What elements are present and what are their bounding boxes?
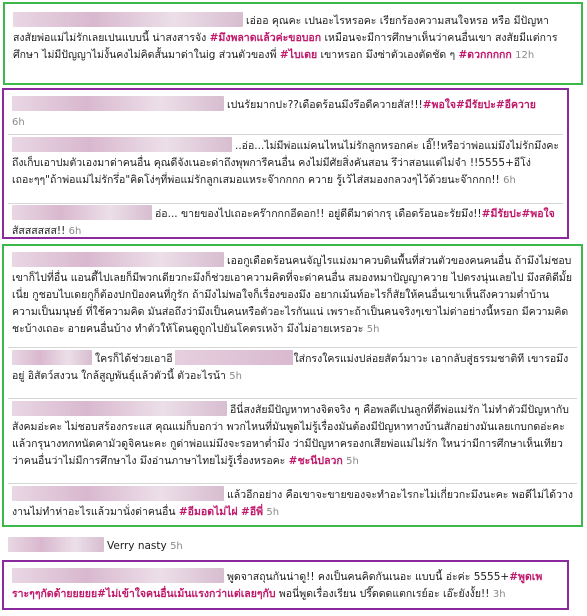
hashtag[interactable]: #มีรัยปะ <box>456 99 496 111</box>
blurred-username[interactable] <box>12 252 224 267</box>
comment-time[interactable]: 12h <box>515 50 535 61</box>
comment: พูดจาสถุนกันน่าดู!! คงเป็นคนคิดกันเนอะ แบบนี้ อ่ะค่ะ 5555+#พูดเพราะๆๆกัดด้ายยยยย#ไม่เข้าใจคนอื่นเม้นแรงกว่าแต่เลยๆกับ พอนี่พูดเรื่องเรียน ปรี๊ดดดแตกเรย์อะ เอ๊ะยังงั้ย!! 3h <box>12 568 559 603</box>
divider <box>8 483 577 484</box>
hashtag[interactable]: #ชะนีปลวก <box>288 455 343 467</box>
blurred-username[interactable] <box>12 96 224 111</box>
highlight-box-4 <box>2 560 569 610</box>
comment: แล้วอีกอย่าง คือเขาจะขายของจะทำอะไรกะไม่เกี่ยวกะมึงนะคะ พอดีไม่ได้วางงานไม่ทำห่าอะไรแล้วมานั่งด่าคนอื่น #อีมอดไม่ไผ่ #อีพี่ 5h <box>12 486 573 521</box>
divider <box>8 134 563 135</box>
hashtag[interactable]: #พอใจ <box>521 208 555 220</box>
comment: เปนรัยมากปะ??เดือดร้อนมึงรึอดีควายสัส!!!#พอใจ#มีรัยปะ#อีควาย 6h <box>12 96 559 131</box>
blurred-username[interactable] <box>12 568 224 583</box>
blurred-mention[interactable] <box>175 350 293 365</box>
comment-time[interactable]: 5h <box>266 507 280 518</box>
blurred-username[interactable] <box>12 205 152 220</box>
hashtag[interactable]: #มีรัยปะ <box>481 208 522 220</box>
comment-time[interactable]: 6h <box>503 175 516 186</box>
comment-time[interactable]: 5h <box>229 371 242 382</box>
comment-time[interactable]: 5h <box>170 541 183 552</box>
highlight-box-2 <box>2 88 569 239</box>
hashtag[interactable]: #พอใจ <box>422 99 457 111</box>
divider <box>8 347 577 348</box>
hashtag[interactable]: #อีพี่ <box>241 506 264 518</box>
hashtag[interactable]: #ไบเดย <box>279 49 318 61</box>
comment: Verry nasty 5h <box>8 537 183 555</box>
comment: อ่อ... ขายของไปเถอะคร๊ากกกอีดอก!! อยู่ดีดีมาด่ากรุ เดือดร้อนอะรัยมึง!!#มีรัยปะ#พอใจ สัสสสสสส!! 6h <box>12 205 559 240</box>
blurred-username[interactable] <box>12 137 232 152</box>
hashtag[interactable]: #ไม่เข้าใจคนอื่นเม้นแรงกว่าแต่เลยๆกับ <box>97 588 276 600</box>
blurred-username[interactable] <box>12 350 92 365</box>
comment-time[interactable]: 5h <box>366 324 380 335</box>
comment-time[interactable]: 3h <box>492 589 506 600</box>
comment-time[interactable]: 6h <box>68 226 82 237</box>
comment: ..อ่อ...ไม่มีพ่อแม่คนไหนไม่รักลูกหรอกค่ะ เอิ๊!!หรือว่าพ่อแม่มึงไม่รักมึงคะถึงเก็บเอาปมตัวเองมาด่าคนอื่น คุณดีจังเนอะด่าถึงพุพการีคนอื่น คงไม่มีศัยสิ่งคันสอน รึว่าสอนแต่ไม่จำ !!5555+อีโง่ เถอะๆๆ"ถ้าพ่อแม่ไม่รักรึ่อ"คิดโง่ๆที่พ่อแม่รักลูกเสมอแหระจ๊ากกกก ควาย รู้เว้ไส่สมองกลวงๆไว้ด้วยนะจ๊ากกก!! 6h <box>12 137 559 189</box>
hashtag[interactable]: #มึงพลาดแล้วค่ะขอบอก <box>209 32 322 44</box>
highlight-box-3 <box>2 244 583 527</box>
blurred-username[interactable] <box>13 12 243 27</box>
divider <box>8 398 577 399</box>
highlight-box-1 <box>3 2 583 85</box>
comment: ใครก็ได้ช่วยเอาอี ใส่กรงใครแม่งปล่อยสัตว์มาวะ เอากลับสู่ธรรมชาติที เขารอมึงอยู่ อิสัตว์สงวน ใกล้สูญพันธุ์แล้วตัวนี้ ตัวอะไรน้า 5h <box>12 350 573 385</box>
blurred-username[interactable] <box>12 486 224 501</box>
blurred-username[interactable] <box>12 401 227 416</box>
comment: อีนี่สงสัยมีปัญหาทางจิตจริง ๆ คือพลดีเปนลูกที่ดีพ่อแม่รัก ไม่ทำตัวมีปัญหากับสังคมอ่ะคะ ไม่ชอบสร้องกระแส คุณแม่ก็บอกว่า พวกไหนที่มันพูดไม่รู้เรื่องมันต้องมีปัญหาทางบ้านสักอย่างมันเลยเกบกดอ่ะคะ แล้วกรุนางทกทนัดคามัวดูจิคนะคะ กูด่าพ่อแม่มึงจะรอหาต่ำมึง ว่ามีปัญหาครองกเสียพ่อแม่ไม่รัก ใหนว่ามีการศึกษาเห็นเทียวว่าคนอื่นว่าไม่มีการศึกษาไง มึงอ่านภาษาไทยไม่รู้เรื่องหรอคะ #ชะนีปลวก 5h <box>12 401 573 470</box>
comment-time[interactable]: 5h <box>346 456 359 467</box>
hashtag[interactable]: #ดวกกกกก <box>458 49 512 61</box>
hashtag[interactable]: #อีมอดไม่ไผ่ <box>178 506 238 518</box>
comment: เอ่ออ คุณคะ เปนอะไรหรอคะ เรียกร้องความสนใจหรอ หรือ มีปัญหาสงสัยพ่อแม่ไม่รักเลยเปนแบบนี้ น่าสงสารจัง #มึงพลาดแล้วค่ะขอบอก เหมือนจะมีการศึกษาเห็นว่าคนอื่นเขา สงสัยมีแต่การศึกษา ไม่มีปัญญาไม่งั้นคงไม่คิดสั้นมาด่าในig ส่วนตัวของพี่ #ไบเดย เขาหรอก มึงซ่าตัวเองตัดชัด ๆ #ดวกกกกก 12h <box>13 12 573 64</box>
divider <box>8 203 563 204</box>
hashtag[interactable]: #พูดเพราะๆๆกัดด้ายยยยย <box>12 571 543 600</box>
comment: เออกูเดือดร้อนคนจัญไรแม่งมาควบดินพื้นที่ส่วนตัวของคนคนอื่น ถ้ามึงไม่ชอบเขาก็ไปที่อื่น แอนดี้ไปเลยก็มีพวกเดียวกะมึงก็ช่วยเอาความคิดที่จะด่าคนอื่น สมองหมาปัญญาควาย ไปตรงนุ่นเลยไป มึงสติดีมั้ยเนี่ย กูชอบไบเดยกูก็ต้องปกป้องคนที่กูรัก ถ้ามึงไม่พอใจก็เรื่องของมึง อยากเม้นท์อะไรก็สัยให้คนอื่นเขาเห็นถึงความต่ำบ้านความเป็นมนุษย์ ที่ใช้ความคิด มันส่อถึงว่ามึงเป็นคนหรือตัวอะไรกันแน่ เพราะถ้าเป็นคนจริงๆเขาไม่ด่าอย่างนี้หรอก มีความคิดชะบ้างเถอะ อายคนอื่นบ้าง ทำตัวให้โดนดูถูกไปยันโคตรเหง้า มึงไม่อายเหรอวะ 5h <box>12 252 573 338</box>
comment-time[interactable]: 6h <box>12 117 25 128</box>
blurred-username[interactable] <box>8 537 104 552</box>
hashtag[interactable]: #อีควาย <box>495 99 536 111</box>
